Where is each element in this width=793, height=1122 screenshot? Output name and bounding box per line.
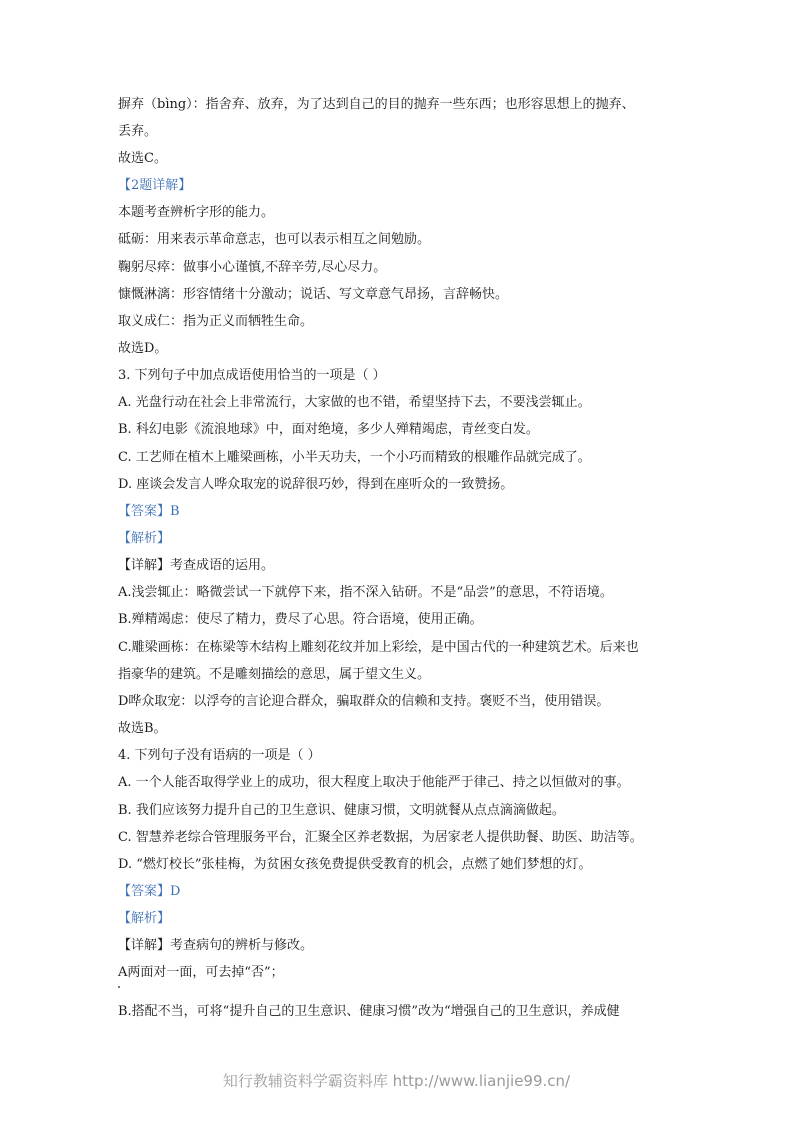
text-line: 取义成仁：指为正义而牺牲生命。 xyxy=(118,314,314,329)
option-c: C. 智慧养老综合管理服务平台，汇聚全区养老数据，为居家老人提供助餐、助医、助洁等。 xyxy=(118,830,643,845)
option-d: D. 座谈会发言人哗众取宠的说辞很巧妙，得到在座听众的一致赞扬。 xyxy=(118,477,514,492)
question-4: 4. 下列句子没有语病的一项是（ ） xyxy=(118,748,321,763)
text-line: A两面对一面，可去掉“否”； xyxy=(118,965,284,980)
option-c: C. 工艺师在植木上雕梁画栋，小半天功夫，一个小巧而精致的根雕作品就完成了。 xyxy=(118,450,591,465)
text-line: 本题考查辨析字形的能力。 xyxy=(118,205,275,220)
text-line: A.浅尝辄止：略微尝试一下就停下来，指不深入钻研。不是“品尝”的意思，不符语境。 xyxy=(118,585,613,600)
answer-label: 【答案】D xyxy=(118,884,181,899)
text-line: 慷慨淋漓：形容情绪十分激动；说话、写文章意气昂扬，言辞畅快。 xyxy=(118,287,509,302)
section-heading: 【2题详解】 xyxy=(118,178,192,193)
text-line: 鞠躬尽瘁：做事小心谨慎,不辞辛劳,尽心尽力。 xyxy=(118,260,387,275)
text-line: 【详解】考查成语的运用。 xyxy=(118,558,275,573)
text-line: 【详解】考查病句的辨析与修改。 xyxy=(118,938,314,953)
answer-label: 【答案】B xyxy=(118,504,180,519)
option-a: A. 光盘行动在社会上非常流行，大家做的也不错，希望坚持下去，不要浅尝辄止。 xyxy=(118,395,591,410)
text-line: 故选B。 xyxy=(118,721,167,736)
footer-watermark: 知行教辅资料学霸资料库 http://www.lianjie99.cn/ xyxy=(222,1072,571,1090)
analysis-label: 【解析】 xyxy=(118,531,171,546)
option-a: A. 一个人能否取得学业上的成功，很大程度上取决于他能严于律己、持之以恒做对的事。 xyxy=(118,775,630,790)
text-line: 指豪华的建筑。不是雕刻描绘的意思，属于望文生义。 xyxy=(118,667,431,682)
text-line: 摒弃（bìng）：指舍弃、放弃，为了达到自己的目的抛弃一些东西；也形容思想上的抛弃、 xyxy=(118,97,635,112)
text-line: 丢弃。 xyxy=(118,124,158,139)
text-line: B.搭配不当，可将“提升自己的卫生意识、健康习惯”改为“增强自己的卫生意识，养成健 xyxy=(118,1004,620,1019)
option-b: B. 我们应该努力提升自己的卫生意识、健康习惯，文明就餐从点点滴滴做起。 xyxy=(118,803,565,818)
text-line: 砥砺：用来表示革命意志，也可以表示相互之间勉励。 xyxy=(118,232,431,247)
analysis-label: 【解析】 xyxy=(118,911,171,926)
text-line: 故选D。 xyxy=(118,341,168,356)
text-line: B.殚精竭虑：使尽了精力，费尽了心思。符合语境，使用正确。 xyxy=(118,612,483,627)
question-3: 3. 下列句子中加点成语使用恰当的一项是（ ） xyxy=(118,368,386,383)
dot-mark xyxy=(118,986,120,988)
text-line: 故选C。 xyxy=(118,151,167,166)
option-b: B. 科幻电影《流浪地球》中，面对绝境，多少人殚精竭虑，青丝变白发。 xyxy=(118,422,539,437)
option-d: D. “燃灯校长”张桂梅，为贫困女孩免费提供受教育的机会，点燃了她们梦想的灯。 xyxy=(118,857,592,872)
text-line: C.雕梁画栋：在栋梁等木结构上雕刻花纹并加上彩绘，是中国古代的一种建筑艺术。后来也 xyxy=(118,640,639,655)
text-line: D哗众取宠：以浮夸的言论迎合群众，骗取群众的信赖和支持。褒贬不当，使用错误。 xyxy=(118,694,610,709)
